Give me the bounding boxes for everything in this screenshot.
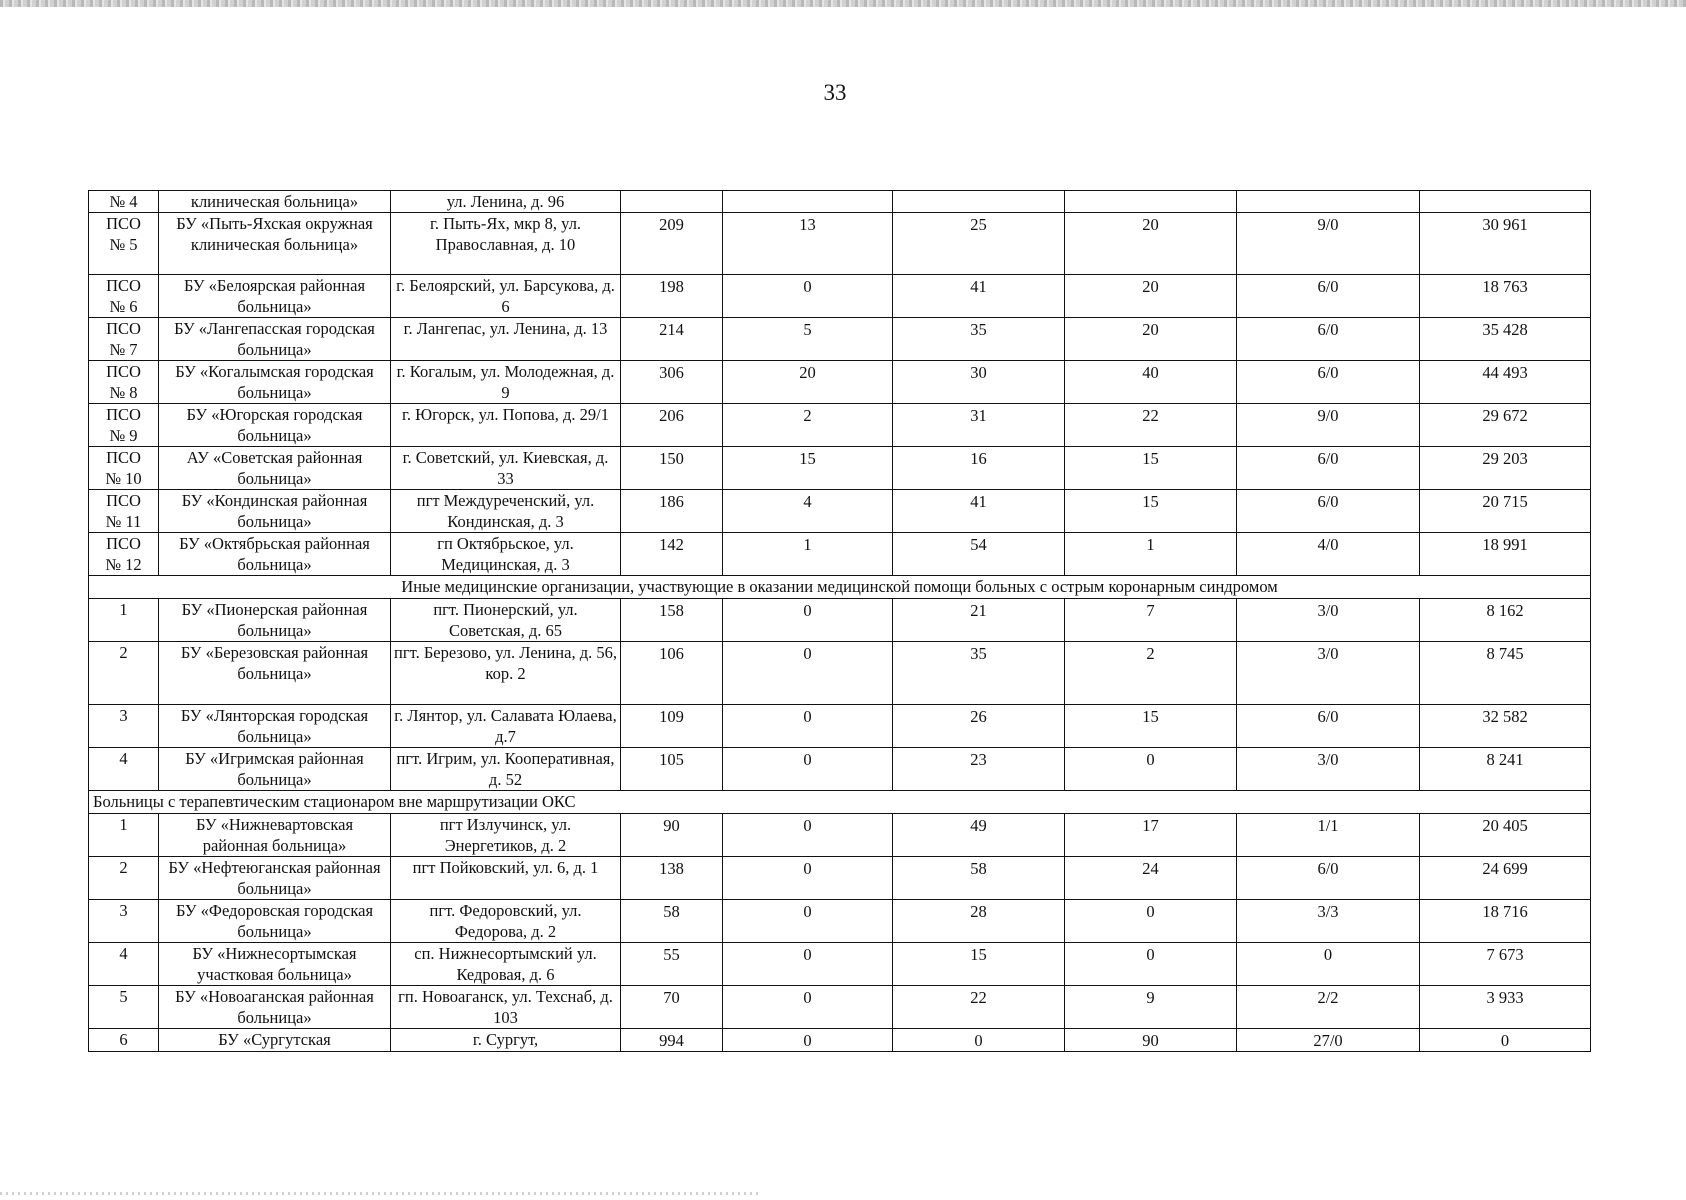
value-col-2: 0 (723, 857, 893, 900)
value-col-1: 214 (621, 318, 723, 361)
value-col-2: 0 (723, 642, 893, 705)
table-row (89, 213, 1591, 275)
value-col-3: 26 (893, 705, 1065, 748)
row-number: 5 (89, 986, 159, 1029)
table-row (89, 705, 1591, 748)
row-number: 6 (89, 1029, 159, 1052)
value-col-2: 0 (723, 943, 893, 986)
value-col-1: 109 (621, 705, 723, 748)
value-col-5: 9/0 (1237, 404, 1420, 447)
table-row (89, 490, 1591, 533)
value-col-1: 150 (621, 447, 723, 490)
value-col-3: 22 (893, 986, 1065, 1029)
address: пгт. Березово, ул. Ленина, д. 56, кор. 2 (391, 642, 621, 705)
value-col-6: 18 716 (1420, 900, 1591, 943)
value-col-5 (1237, 191, 1420, 213)
value-col-4: 90 (1065, 1029, 1237, 1052)
address: ул. Ленина, д. 96 (391, 191, 621, 213)
value-col-3: 0 (893, 1029, 1065, 1052)
value-col-4: 15 (1065, 705, 1237, 748)
value-col-5: 4/0 (1237, 533, 1420, 576)
value-col-6: 3 933 (1420, 986, 1591, 1029)
organization-name: БУ «Новоаганская районная больница» (159, 986, 391, 1029)
value-col-4: 40 (1065, 361, 1237, 404)
value-col-5: 6/0 (1237, 490, 1420, 533)
address: пгт. Игрим, ул. Кооперативная, д. 52 (391, 748, 621, 791)
value-col-6: 8 162 (1420, 599, 1591, 642)
page-number: 33 (823, 80, 847, 105)
value-col-3: 58 (893, 857, 1065, 900)
row-number: ПСО № 11 (89, 490, 159, 533)
row-number: 4 (89, 748, 159, 791)
table-row (89, 900, 1591, 943)
value-col-6: 32 582 (1420, 705, 1591, 748)
organization-name: БУ «Нижнесортымская участковая больница» (159, 943, 391, 986)
organization-name: БУ «Игримская районная больница» (159, 748, 391, 791)
value-col-1: 105 (621, 748, 723, 791)
value-col-1: 994 (621, 1029, 723, 1052)
address: г. Белоярский, ул. Барсукова, д. 6 (391, 275, 621, 318)
value-col-4: 17 (1065, 814, 1237, 857)
value-col-1: 90 (621, 814, 723, 857)
value-col-3: 16 (893, 447, 1065, 490)
value-col-2: 1 (723, 533, 893, 576)
row-number: 2 (89, 857, 159, 900)
row-number: ПСО № 12 (89, 533, 159, 576)
organization-name: БУ «Югорская городская больница» (159, 404, 391, 447)
address: г. Лангепас, ул. Ленина, д. 13 (391, 318, 621, 361)
organization-name: БУ «Нефтеюганская районная больница» (159, 857, 391, 900)
value-col-1: 306 (621, 361, 723, 404)
organization-name: АУ «Советская районная больница» (159, 447, 391, 490)
value-col-5: 0 (1237, 943, 1420, 986)
organization-name: БУ «Пионерская районная больница» (159, 599, 391, 642)
value-col-3: 54 (893, 533, 1065, 576)
value-col-2: 2 (723, 404, 893, 447)
value-col-3: 23 (893, 748, 1065, 791)
value-col-5: 3/0 (1237, 599, 1420, 642)
row-number: ПСО № 10 (89, 447, 159, 490)
value-col-4: 15 (1065, 490, 1237, 533)
value-col-6 (1420, 191, 1591, 213)
value-col-4: 20 (1065, 275, 1237, 318)
value-col-6: 30 961 (1420, 213, 1591, 275)
organization-name: БУ «Октябрьская районная больница» (159, 533, 391, 576)
value-col-6: 0 (1420, 1029, 1591, 1052)
section-header-row (89, 576, 1591, 599)
value-col-1: 138 (621, 857, 723, 900)
value-col-3: 28 (893, 900, 1065, 943)
address: гп Октябрьское, ул. Медицинская, д. 3 (391, 533, 621, 576)
value-col-2: 0 (723, 748, 893, 791)
address: пгт Пойковский, ул. 6, д. 1 (391, 857, 621, 900)
value-col-4: 0 (1065, 943, 1237, 986)
value-col-6: 20 405 (1420, 814, 1591, 857)
table-row (89, 404, 1591, 447)
row-number: 3 (89, 900, 159, 943)
value-col-1: 70 (621, 986, 723, 1029)
value-col-6: 29 203 (1420, 447, 1591, 490)
value-col-4: 7 (1065, 599, 1237, 642)
value-col-2: 0 (723, 986, 893, 1029)
value-col-2: 0 (723, 275, 893, 318)
row-number: 2 (89, 642, 159, 705)
value-col-1: 209 (621, 213, 723, 275)
value-col-2: 15 (723, 447, 893, 490)
value-col-3: 41 (893, 275, 1065, 318)
address: г. Пыть-Ях, мкр 8, ул. Православная, д. 10 (391, 213, 621, 275)
table-body (89, 191, 1591, 1052)
value-col-5: 2/2 (1237, 986, 1420, 1029)
value-col-5: 3/0 (1237, 642, 1420, 705)
table-row (89, 857, 1591, 900)
value-col-2: 20 (723, 361, 893, 404)
scan-edge-top (0, 0, 1686, 7)
value-col-3: 35 (893, 318, 1065, 361)
value-col-1: 206 (621, 404, 723, 447)
organization-name: БУ «Березовская районная больница» (159, 642, 391, 705)
value-col-6: 8 241 (1420, 748, 1591, 791)
organization-name: клиническая больница» (159, 191, 391, 213)
address: г. Советский, ул. Киевская, д. 33 (391, 447, 621, 490)
value-col-6: 29 672 (1420, 404, 1591, 447)
organization-name: БУ «Когалымская городская больница» (159, 361, 391, 404)
value-col-4: 20 (1065, 213, 1237, 275)
value-col-1 (621, 191, 723, 213)
value-col-2: 0 (723, 1029, 893, 1052)
value-col-4: 2 (1065, 642, 1237, 705)
value-col-6: 7 673 (1420, 943, 1591, 986)
value-col-5: 3/0 (1237, 748, 1420, 791)
table-row (89, 318, 1591, 361)
value-col-6: 35 428 (1420, 318, 1591, 361)
section-header-row (89, 791, 1591, 814)
organization-name: БУ «Федоровская городская больница» (159, 900, 391, 943)
value-col-1: 142 (621, 533, 723, 576)
address: сп. Нижнесортымский ул. Кедровая, д. 6 (391, 943, 621, 986)
value-col-6: 24 699 (1420, 857, 1591, 900)
row-number: 1 (89, 814, 159, 857)
value-col-3: 41 (893, 490, 1065, 533)
value-col-4 (1065, 191, 1237, 213)
hospital-table (88, 190, 1591, 1052)
value-col-2: 4 (723, 490, 893, 533)
row-number: 3 (89, 705, 159, 748)
value-col-5: 27/0 (1237, 1029, 1420, 1052)
value-col-2: 0 (723, 705, 893, 748)
value-col-4: 15 (1065, 447, 1237, 490)
value-col-2: 0 (723, 599, 893, 642)
value-col-5: 6/0 (1237, 447, 1420, 490)
value-col-3: 49 (893, 814, 1065, 857)
value-col-4: 24 (1065, 857, 1237, 900)
value-col-3: 15 (893, 943, 1065, 986)
table-row (89, 599, 1591, 642)
value-col-5: 9/0 (1237, 213, 1420, 275)
organization-name: БУ «Лянторская городская больница» (159, 705, 391, 748)
value-col-2: 5 (723, 318, 893, 361)
value-col-3: 35 (893, 642, 1065, 705)
value-col-4: 0 (1065, 748, 1237, 791)
value-col-4: 22 (1065, 404, 1237, 447)
organization-name: БУ «Белоярская районная больница» (159, 275, 391, 318)
table-row (89, 814, 1591, 857)
scan-edge-bottom (0, 1192, 760, 1195)
address: г. Югорск, ул. Попова, д. 29/1 (391, 404, 621, 447)
value-col-4: 9 (1065, 986, 1237, 1029)
address: г. Сургут, (391, 1029, 621, 1052)
value-col-4: 0 (1065, 900, 1237, 943)
value-col-5: 6/0 (1237, 318, 1420, 361)
value-col-3 (893, 191, 1065, 213)
value-col-2: 0 (723, 814, 893, 857)
table-row (89, 748, 1591, 791)
row-number: 1 (89, 599, 159, 642)
value-col-5: 1/1 (1237, 814, 1420, 857)
table-row (89, 191, 1591, 213)
section-title: Больницы с терапевтическим стационаром вне маршрутизации ОКС (89, 791, 1591, 814)
value-col-3: 25 (893, 213, 1065, 275)
value-col-2: 13 (723, 213, 893, 275)
value-col-5: 3/3 (1237, 900, 1420, 943)
value-col-2 (723, 191, 893, 213)
table-row (89, 447, 1591, 490)
row-number: № 4 (89, 191, 159, 213)
address: г. Когалым, ул. Молодежная, д. 9 (391, 361, 621, 404)
address: пгт Излучинск, ул. Энергетиков, д. 2 (391, 814, 621, 857)
value-col-5: 6/0 (1237, 705, 1420, 748)
value-col-6: 18 991 (1420, 533, 1591, 576)
value-col-2: 0 (723, 900, 893, 943)
value-col-3: 31 (893, 404, 1065, 447)
organization-name: БУ «Сургутская (159, 1029, 391, 1052)
row-number: 4 (89, 943, 159, 986)
address: гп. Новоаганск, ул. Техснаб, д. 103 (391, 986, 621, 1029)
value-col-6: 20 715 (1420, 490, 1591, 533)
value-col-6: 44 493 (1420, 361, 1591, 404)
table-row (89, 642, 1591, 705)
organization-name: БУ «Лангепасская городская больница» (159, 318, 391, 361)
row-number: ПСО № 9 (89, 404, 159, 447)
table-row (89, 361, 1591, 404)
address: пгт. Пионерский, ул. Советская, д. 65 (391, 599, 621, 642)
row-number: ПСО № 5 (89, 213, 159, 275)
value-col-6: 8 745 (1420, 642, 1591, 705)
row-number: ПСО № 7 (89, 318, 159, 361)
value-col-6: 18 763 (1420, 275, 1591, 318)
organization-name: БУ «Пыть-Яхская окружная клиническая больница» (159, 213, 391, 275)
value-col-4: 20 (1065, 318, 1237, 361)
value-col-1: 198 (621, 275, 723, 318)
table-row (89, 533, 1591, 576)
row-number: ПСО № 8 (89, 361, 159, 404)
address: г. Лянтор, ул. Салавата Юлаева, д.7 (391, 705, 621, 748)
address: пгт. Федоровский, ул. Федорова, д. 2 (391, 900, 621, 943)
value-col-5: 6/0 (1237, 275, 1420, 318)
value-col-1: 186 (621, 490, 723, 533)
organization-name: БУ «Нижневартовская районная больница» (159, 814, 391, 857)
table-row (89, 986, 1591, 1029)
value-col-1: 55 (621, 943, 723, 986)
value-col-1: 58 (621, 900, 723, 943)
value-col-3: 21 (893, 599, 1065, 642)
value-col-1: 158 (621, 599, 723, 642)
value-col-1: 106 (621, 642, 723, 705)
address: пгт Междуреченский, ул. Кондинская, д. 3 (391, 490, 621, 533)
row-number: ПСО № 6 (89, 275, 159, 318)
organization-name: БУ «Кондинская районная больница» (159, 490, 391, 533)
table-row (89, 1029, 1591, 1052)
table-row (89, 275, 1591, 318)
value-col-5: 6/0 (1237, 857, 1420, 900)
table-row (89, 943, 1591, 986)
value-col-5: 6/0 (1237, 361, 1420, 404)
value-col-3: 30 (893, 361, 1065, 404)
value-col-4: 1 (1065, 533, 1237, 576)
section-title: Иные медицинские организации, участвующие в оказании медицинской помощи больных с острым коронарным синдромом (89, 576, 1591, 599)
